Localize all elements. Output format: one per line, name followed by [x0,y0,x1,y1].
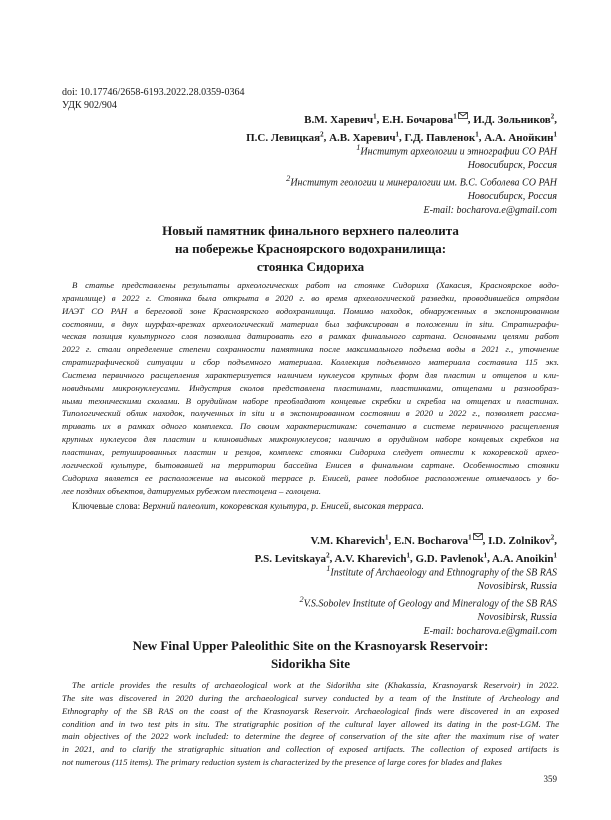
affiliation-text: Институт геологии и минералогии им. В.С. Соболева СО РАН [290,177,557,189]
ru-affiliations [286,141,557,217]
en-title [62,637,559,673]
en-abstract [62,679,559,769]
author-name [382,114,468,126]
author-name-text: Е.Н. Бочарова [382,113,454,126]
abstract-line: in 2021, and to clarify the stratigraphic situation and collection of exposed artifacts. The collection of exposed artifacts is [62,744,559,755]
author-name-text: G.D. Pavlenok [415,552,484,565]
abstract-line: Ethnography of the SB RAS on the coast of the Krasnoyarsk Reservoir. Archaeological finds were discovered in an exposed [62,705,559,716]
abstract-line: стратиграфической ситуации и сбор подъемного материала. Коллекция подъемного материала составила 115 экз. [62,357,559,368]
author-name-text: I.D. Zolnikov [488,534,551,547]
en-authors [255,530,557,566]
affiliation-marker: 1 [385,533,389,541]
abstract-line: ческая позиция культурного слоя позволила датировать его в рамках финального сартана. Основными целями работ [62,331,559,342]
author-separator: , [388,534,395,547]
author-name [488,535,554,547]
author-separator: , [329,552,335,565]
author-separator: , [554,534,557,547]
author-name-text: A.A. Anoikin [492,552,554,565]
doi: doi: 10.17746/2658-6193.2022.28.0359-0364 [62,87,245,98]
abstract-line: Типологический облик находок, полученных in situ и в экспонированном состоянии в 2020 и 2022 г., позволяет рассма- [62,408,559,419]
en-affiliations [299,562,557,638]
affiliation-marker: 1 [453,112,457,120]
author-name-text: А.В. Харевич [329,131,396,144]
author-name [394,535,483,547]
affiliation-text: E-mail: bocharova.e@gmail.com [423,204,557,216]
author-name-text: П.С. Левицкая [246,131,321,144]
affiliation-marker: 1 [553,130,557,139]
author-separator: , [487,552,493,565]
ru-authors [246,109,557,145]
author-separator: , [467,113,474,126]
keywords-label: Ключевые слова: [72,502,143,512]
affiliation-text: Novosibirsk, Russia [477,612,557,624]
affiliation-marker: 1 [395,130,400,139]
affiliation-line [286,172,557,190]
title-line: Sidorikha Site [270,656,351,671]
affiliation-line [299,562,557,580]
affiliation-number: 2 [286,174,291,184]
affiliation-marker: 2 [550,112,555,120]
author-separator: , [399,131,405,144]
abstract-line: тривать их в рамках одного комплекса. По своим характеристикам: сочетанию в системе первичного расщепления [62,421,559,432]
ru-keywords [72,501,424,513]
abstract-line: not numerous (115 items). The primary reduction system is characterized by the presence of large cores for blades and flakes [62,757,502,768]
udk: УДК 902/904 [62,99,117,111]
author-separator: , [554,113,557,126]
affiliation-text: Institute of Archaeology and Ethnography of the SB RAS [330,567,557,579]
affiliation-marker: 1 [468,533,472,541]
ru-abstract [62,279,559,497]
affiliation-text: V.S.Sobolev Institute of Geology and Mineralogy of the SB RAS [303,598,557,610]
ru-title [62,222,559,276]
author-name-text: A.V. Kharevich [334,552,407,565]
en-authors-line1 [255,530,557,548]
affiliation-line [299,593,557,611]
author-separator: , [409,552,416,565]
ru-authors-line1 [246,109,557,127]
abstract-line: condition and in two test pits in situ. The stratigraphic position of the cultural layer allowed its dating in the post-LGM. The [62,718,559,729]
affiliation-line [299,611,557,625]
abstract-line: main objectives of the 2022 work included: to determine the degree of conservation of the site after the maximum rise of water [62,731,559,742]
affiliation-line [286,141,557,159]
title-line: стоянка Сидориха [256,259,365,274]
abstract-line: 2022 г. стали определение степени сохранности памятника после максимального подъема воды в 2021 г., уточнение [62,344,559,355]
author-name-text: Г.Д. Павленок [404,131,476,144]
title-line: New Final Upper Paleolithic Site on the Krasnoyarsk Reservoir: [132,638,489,653]
envelope-icon [458,112,468,119]
affiliation-marker: 1 [475,130,479,139]
affiliation-line [286,190,557,204]
author-name-text: А.А. Анойкин [484,131,554,144]
abstract-line: состоянии, в двух шурфах-врезках археологический материал был зафиксирован в положении in situ. Стратиграфи- [62,318,559,329]
author-name-text: И.Д. Зольников [473,113,551,126]
affiliation-number: 1 [356,143,361,152]
abstract-line: Система первичного расщепления характеризуется наличием нуклеусов крупных форм для пластин и отщепов и кли- [62,369,559,380]
title-line: на побережье Красноярского водохранилища: [174,241,447,256]
author-name-text: В.М. Харевич [304,113,374,126]
abstract-line: The article provides the results of archaeological work at the Sidorikha site (Khakassia, Krasnoyarsk Reservoir) in 2022. [72,680,559,690]
author-separator: , [323,131,330,144]
abstract-line: В статье представлены результаты археологических работ на стоянке Сидориха (Хакасия, Красноярское водо- [72,280,559,290]
affiliation-marker: 1 [553,551,557,560]
affiliation-marker: 2 [326,551,330,560]
author-separator: , [376,113,383,126]
abstract-line: пластинах, ретушированных пластин и резцов, комплекс стоянки Сидориха следует отнести к кокоревской архео- [62,446,559,457]
abstract-line: новидными микронуклеусами. Индустрия сколов представлена пластинами, пластинками, отщепами и разнообраз- [62,382,559,393]
affiliation-line [299,580,557,594]
author-name-text: P.S. Levitskaya [254,552,327,565]
keywords-text: Верхний палеолит, кокоревская культура, р. Енисей, высокая терраса. [142,502,424,512]
author-name [473,114,554,126]
abstract-line: The site was discovered in 2020 during the archaeological survey conducted by a team of the Institute of Archeology and [62,692,559,703]
affiliation-text: Новосибирск, Россия [467,191,557,203]
affiliation-number: 1 [326,564,331,573]
author-name [304,114,376,126]
abstract-line: ными техническими сколами. В орудийном наборе преобладают концевые скребки и скребла на отщепах и пластинах. [62,395,559,406]
affiliation-line [286,159,557,173]
article-meta [62,87,245,112]
affiliation-text: Новосибирск, Россия [467,159,557,171]
abstract-line: крупных нуклеусов для пластин и клиновидных микронуклеусов; наличию в орудийном наборе концевых скребков на [62,434,559,445]
affiliation-number: 2 [299,595,304,605]
abstract-line: лее поздних объектов, датируемых рубежом плестоцена – голоцена. [62,485,322,496]
affiliation-marker: 2 [550,533,555,541]
affiliation-marker: 1 [373,112,377,120]
affiliation-marker: 1 [406,551,410,560]
author-name-text: V.M. Kharevich [310,534,386,547]
abstract-line: хранилище) в 2022 г. Стоянка была открыта в 2020 г. во время археологической разведки, проводившейся отрядом [62,292,559,303]
page-number: 359 [543,774,557,784]
author-separator: , [478,131,485,144]
author-name-text: E.N. Bocharova [394,534,469,547]
affiliation-line [286,204,557,218]
author-separator: , [482,534,489,547]
title-line: Новый памятник финального верхнего палеолита [162,223,459,238]
affiliation-text: Институт археологии и этнографии СО РАН [360,146,557,158]
envelope-icon [473,533,483,540]
affiliation-marker: 1 [483,551,488,560]
affiliation-marker: 2 [320,130,324,139]
abstract-line: логической культуре, бытовавшей на территории бассейна Енисея в финальном сартане. Особенностью стоянки [62,459,559,470]
abstract-line: Сидориха является ее расположение на высокой террасе р. Енисей, ранее подобное расположение отмечалось у бо- [62,472,559,483]
affiliation-text: E-mail: bocharova.e@gmail.com [423,625,557,637]
affiliation-text: Novosibirsk, Russia [477,580,557,592]
abstract-line: ИАЭТ СО РАН в береговой зоне Красноярского водохранилища. Помимо находок, обнаруженных в экспонированном [62,305,559,316]
author-name [311,535,389,547]
